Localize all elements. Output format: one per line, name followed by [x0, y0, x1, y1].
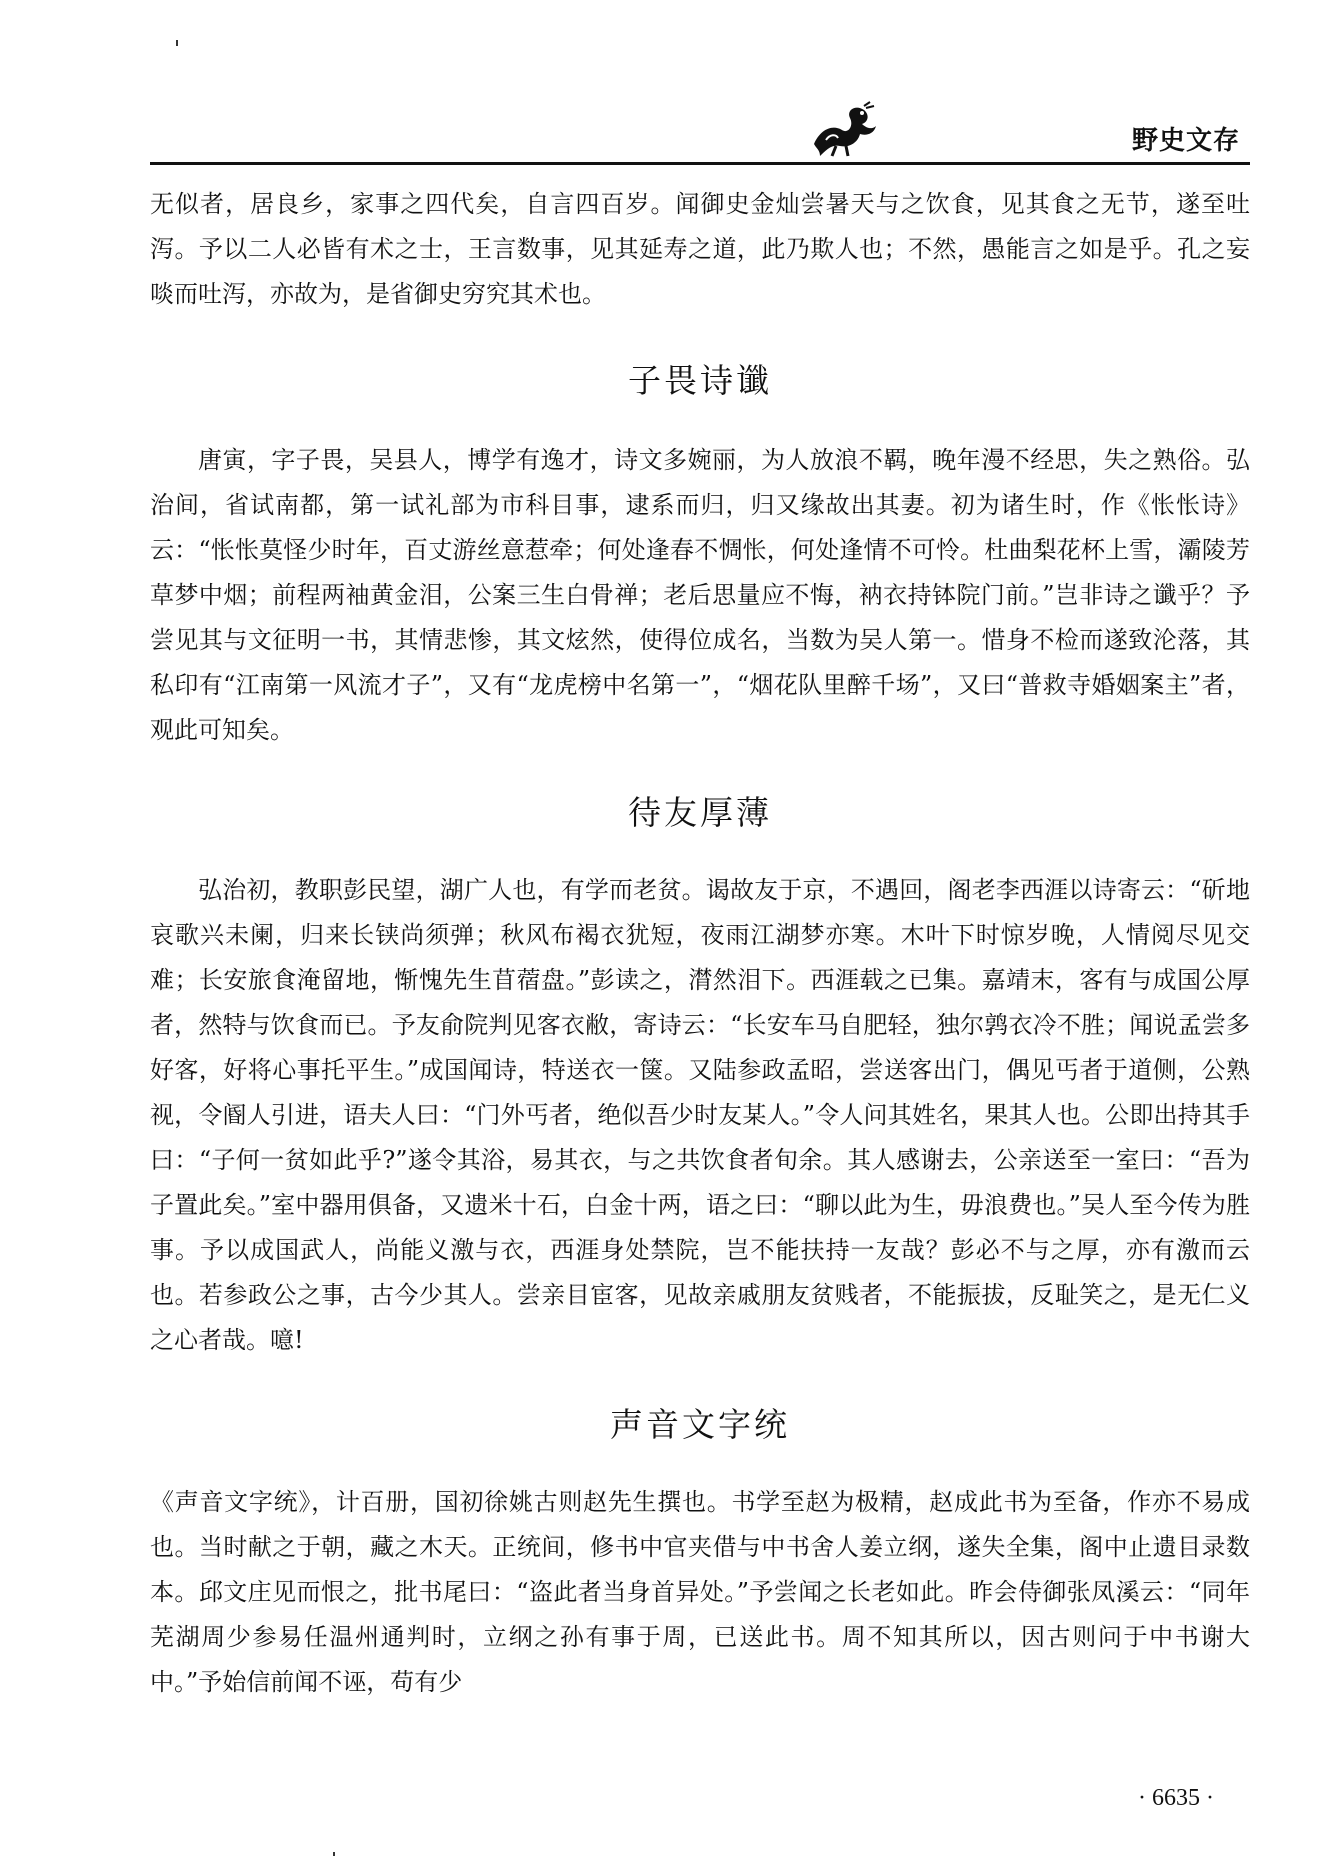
- section-title: 声音文字统: [610, 1405, 790, 1444]
- section-paragraph: 弘治初，教职彭民望，湖广人也，有学而老贫。谒故友于京，不遇回，阁老李西涯以诗寄云：“斫地哀歌兴未阑，归来长铗尚须弹；秋风布褐衣犹短，夜雨江湖梦亦寒。木叶下时惊岁晚，人情阅尽见交难；长安旅食淹留地，惭愧先生苜蓿盘。”彭读之，潸然泪下。西涯载之已集。嘉靖末，客有与成国公厚者，然特与饮食而已。予友俞院判见客衣敝，寄诗云：“长安车马自肥轻，独尔鹑衣冷不胜；闻说孟尝多好客，好将心事托平生。”成国闻诗，特送衣一箧。又陆参政孟昭，尝送客出门，偶见丐者于道侧，公熟视，令阍人引进，语夫人曰：“门外丐者，绝似吾少时友某人。”令人问其姓名，果其人也。公即出持其手曰：“子何一贫如此乎?”遂令其浴，易其衣，与之共饮食者旬余。其人感谢去，公亲送至一室曰：“吾为子置此矣。”室中器用俱备，又遗米十石，白金十两，语之曰：“聊以此为生，毋浪费也。”吴人至今传为胜事。予以成国武人，尚能义激与衣，西涯身处禁院，岂不能扶持一友哉？彭必不与之厚，亦有激而云也。若参政公之事，古今少其人。尝亲目宦客，见故亲戚朋友贫贱者，不能振拔，反耻笑之，是无仁义之心者哉。噫!: [150, 876, 1250, 1354]
- header-rule: [150, 162, 1250, 165]
- running-header: [150, 100, 1250, 166]
- section-paragraph: 《声音文字统》，计百册，国初徐姚古则赵先生撰也。书学至赵为极精，赵成此书为至备，作亦不易成也。当时献之于朝，藏之木天。正统间，修书中官夹借与中书舍人姜立纲，遂失全集，阁中止遗目录数本。邱文庄见而恨之，批书尾曰：“盗此者当身首异处。”予尝闻之长老如此。昨会侍御张凤溪云：“同年芜湖周少参易任温州通判时，立纲之孙有事于周，已送此书。周不知其所以，因古则问于中书谢大中。”予始信前闻不诬，苟有少: [150, 1488, 1250, 1696]
- section-title: 待友厚薄: [628, 793, 772, 832]
- intro-paragraph: 无似者，居良乡，家事之四代矣，自言四百岁。闻御史金灿尝暑天与之饮食，见其食之无节，遂至吐泻。予以二人必皆有术之士，王言数事，见其延寿之道，此乃欺人也；不然，愚能言之如是乎。孔之妄啖而吐泻，亦故为，是省御史穷究其术也。: [150, 190, 1250, 308]
- section-paragraph: 唐寅，字子畏，吴县人，博学有逸才，诗文多婉丽，为人放浪不羁，晚年漫不经思，失之熟俗。弘治间，省试南都，第一试礼部为市科目事，逮系而归，归又缘故出其妻。初为诸生时，作《怅怅诗》云：“怅怅莫怪少时年，百丈游丝意惹牵；何处逢春不惆怅，何处逢情不可怜。杜曲梨花杯上雪，灞陵芳草梦中烟；前程两袖黄金泪，公案三生白骨禅；老后思量应不悔，衲衣持钵院门前。”岂非诗之谶乎？予尝见其与文征明一书，其情悲惨，其文炫然，使得位成名，当数为吴人第一。惜身不检而遂致沦落，其私印有“江南第一风流才子”，又有“龙虎榜中名第一”，“烟花队里醉千场”，又曰“普救寺婚姻案主”者，观此可知矣。: [150, 446, 1250, 744]
- scan-speck: [333, 1852, 335, 1856]
- page-number: · 6635 ·: [1138, 1785, 1214, 1811]
- section-title: 子畏诗谶: [628, 361, 772, 400]
- running-title: 野史文存: [1131, 126, 1240, 156]
- dragon-emblem-icon: [806, 100, 880, 160]
- scan-speck: [176, 40, 178, 46]
- page-body: [150, 182, 1250, 1705]
